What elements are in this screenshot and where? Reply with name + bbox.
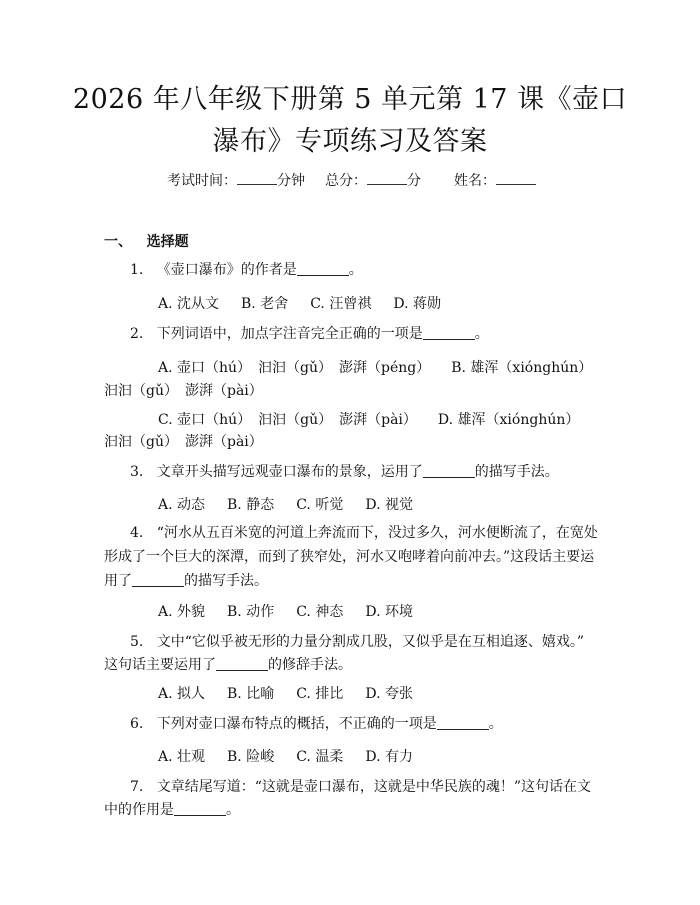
option-c: C. 听觉 — [296, 497, 344, 513]
student-name-field — [454, 170, 536, 190]
option-c: C. 温柔 — [296, 749, 344, 765]
question-number: 4. — [130, 525, 144, 541]
question-4-line-3 — [104, 569, 600, 593]
question-text: 用了 — [104, 573, 132, 589]
question-2-option-line-4: 汩汩（gǔ） 澎湃（pài） — [104, 434, 263, 450]
student-name-label: 姓名： — [454, 173, 496, 189]
option-a: A. 壮观 — [158, 749, 206, 765]
question-3-options — [158, 494, 413, 514]
answer-blank — [297, 261, 349, 276]
question-text-end: 。 — [488, 716, 503, 732]
question-2 — [104, 322, 600, 346]
answer-blank — [437, 715, 489, 730]
exam-time-blank — [237, 170, 277, 185]
exam-time-field — [167, 170, 305, 190]
question-text-line-2: 形成了一个巨大的深潭，而到了狭窄处，河水又咆哮着向前冲去。”这段话主要运 — [104, 549, 595, 565]
option-d: D. 环境 — [365, 604, 413, 620]
exam-time-label: 考试时间： — [167, 173, 237, 189]
question-text-line-1: “河水从五百米宽的河道上奔流而下，没过多久，河水便断流了，在宽处 — [156, 525, 598, 541]
question-text-end: 的修辞手法。 — [268, 657, 352, 673]
question-4 — [104, 521, 600, 545]
question-1 — [104, 258, 600, 282]
question-text: 中的作用是 — [104, 802, 174, 818]
document-title-line-1: 2026 年八年级下册第 5 单元第 17 课《壶口 — [72, 84, 628, 115]
option-a: A. 拟人 — [158, 686, 206, 702]
question-text-line-1: 文中“它似乎被无形的力量分割成几股，又似乎是在互相追逐、嬉戏。” — [156, 634, 585, 650]
question-text-end: 的描写手法。 — [184, 573, 268, 589]
option-d: D. 蒋勋 — [393, 296, 441, 312]
question-number: 7. — [130, 779, 144, 795]
question-1-options — [158, 293, 441, 313]
question-text-end: 。 — [348, 262, 363, 278]
question-number: 2. — [130, 326, 144, 342]
answer-blank — [423, 325, 475, 340]
question-number: 6. — [130, 716, 144, 732]
total-score-blank — [367, 170, 407, 185]
question-7 — [104, 775, 600, 799]
question-text-end: 的描写手法。 — [474, 464, 559, 480]
question-text: 下列对壶口瀑布特点的概括，不正确的一项是 — [156, 716, 437, 732]
option-d: D. 视觉 — [365, 497, 413, 513]
total-score-unit: 分 — [407, 173, 421, 189]
question-text: 《壶口瀑布》的作者是 — [156, 262, 297, 278]
question-5 — [104, 630, 600, 654]
total-score-field — [325, 170, 421, 190]
total-score-label: 总分： — [325, 173, 367, 189]
question-text-end: 。 — [226, 802, 240, 818]
question-6 — [104, 712, 600, 736]
option-a: A. 沈从文 — [158, 296, 220, 312]
answer-blank — [174, 801, 226, 816]
section-number: 一、 — [104, 234, 132, 250]
question-text: 文章开头描写远观壶口瀑布的景象，运用了 — [156, 464, 423, 480]
section-title: 选择题 — [146, 234, 189, 250]
option-d: D. 有力 — [365, 749, 413, 765]
question-4-line-2 — [104, 545, 600, 569]
option-b: B. 老舍 — [241, 296, 289, 312]
question-text: 下列词语中，加点字注音完全正确的一项是 — [156, 326, 423, 342]
question-5-line-2 — [104, 653, 600, 677]
answer-blank — [216, 656, 268, 671]
option-a: A. 外貌 — [158, 604, 206, 620]
option-c: C. 汪曾祺 — [310, 296, 372, 312]
question-5-options — [158, 683, 413, 703]
option-a: A. 动态 — [158, 497, 206, 513]
question-6-options — [158, 746, 413, 766]
question-number: 3. — [130, 464, 144, 480]
question-7-line-2 — [104, 798, 600, 822]
question-number: 1. — [130, 262, 144, 278]
document-title-line-2: 瀑布》专项练习及答案 — [212, 126, 488, 157]
option-c: C. 神态 — [296, 604, 344, 620]
section-heading — [104, 231, 189, 251]
question-2-option-line-2: 汩汩（gǔ） 澎湃（pài） — [104, 383, 263, 399]
option-c: C. 排比 — [296, 686, 344, 702]
option-b: B. 静态 — [227, 497, 275, 513]
option-d: D. 夸张 — [365, 686, 413, 702]
option-b: B. 比喻 — [227, 686, 275, 702]
option-b: B. 动作 — [227, 604, 275, 620]
question-number: 5. — [130, 634, 144, 650]
question-text-line-1: 文章结尾写道：“这就是壶口瀑布，这就是中华民族的魂！”这句话在文 — [156, 779, 592, 795]
question-2-option-line-3: C. 壶口（hú） 汩汩（gǔ） 澎湃（pài） D. 雄浑（xiónghún） — [158, 412, 580, 428]
question-2-option-line-1: A. 壶口（hú） 汩汩（gǔ） 澎湃（péng） B. 雄浑（xiónghún） — [158, 360, 593, 376]
question-3 — [104, 460, 600, 484]
question-4-options — [158, 601, 413, 621]
option-b: B. 险峻 — [227, 749, 275, 765]
student-name-blank — [496, 170, 536, 185]
answer-blank — [132, 572, 184, 587]
answer-blank — [423, 463, 475, 478]
exam-time-unit: 分钟 — [277, 173, 305, 189]
question-text-end: 。 — [474, 326, 489, 342]
question-text: 这句话主要运用了 — [104, 657, 216, 673]
